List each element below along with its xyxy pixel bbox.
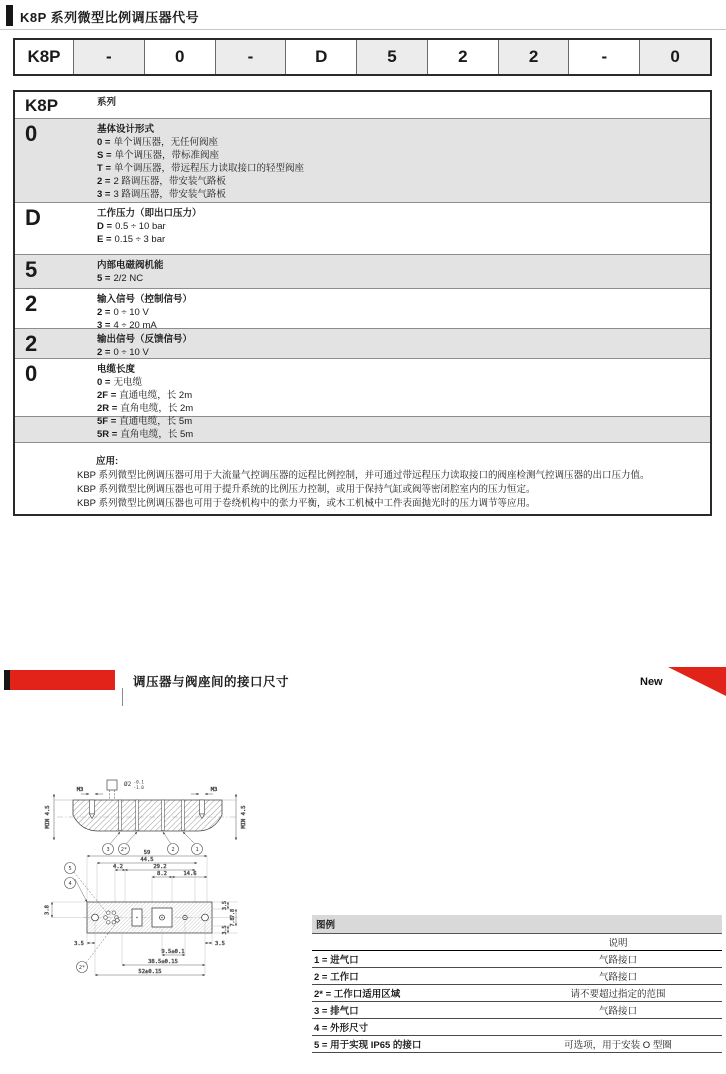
right-dimensions [212, 901, 238, 935]
spec-option: 5 = 2/2 NC [97, 273, 144, 284]
order-code-row [13, 38, 712, 76]
title-divider [0, 29, 726, 30]
dim-right-7-8-b: 7.8 [230, 917, 236, 927]
legend-desc: 可选项，用于安装 O 型圈 [564, 1040, 672, 1051]
callout-3: 3 [106, 847, 110, 853]
section-red-banner [10, 670, 115, 690]
code-cell-output: 2 [498, 40, 569, 74]
code-cell-sep: - [568, 40, 639, 74]
code-cell-valve: 5 [356, 40, 427, 74]
callout-4: 4 [68, 881, 72, 887]
legend-row-2-star [312, 985, 722, 1002]
code-cell-sep: - [73, 40, 144, 74]
legend-desc: 气路接口 [598, 1006, 637, 1017]
spec-option: 3 = 4 ÷ 20 mA [97, 320, 157, 331]
dim-right-3-5-bottom: 3.5 [222, 925, 228, 935]
callout-2: 2 [171, 847, 175, 853]
spec-option: 3 = 3 路调压器，带安装气路板 [97, 189, 226, 200]
plan-view [83, 902, 216, 933]
spec-option: 0 = 单个调压器，无任何阀座 [97, 137, 218, 148]
dim-right-3-5-top: 3.5 [222, 900, 228, 911]
legend-item: 3 = 排气口 [314, 1006, 359, 1017]
section-tick [122, 688, 123, 706]
spec-option: 5F = 直通电缆，长 5m [97, 416, 193, 427]
technical-drawing [40, 765, 270, 1015]
dim-4-2: 4.2 [113, 864, 123, 870]
spec-row-pressure [15, 202, 710, 254]
spec-option: 2 = 2 路调压器，带安装气路板 [97, 176, 226, 187]
dia-value: Ø2 [124, 781, 132, 788]
spec-code: 2 [25, 291, 38, 316]
spec-code: K8P [25, 96, 59, 115]
spec-title: 输入信号（控制信号） [97, 294, 193, 305]
section-callouts [103, 832, 203, 855]
spec-title: 基体设计形式 [97, 124, 155, 135]
legend-row-4 [312, 1019, 722, 1036]
dim-3-8: 3.8 [44, 905, 51, 915]
code-cell-pressure: D [285, 40, 356, 74]
dim-3-5-right: 3.5 [215, 941, 225, 947]
m3-left-label: M3 [76, 787, 84, 793]
min-right-label: MIN 4.5 [241, 805, 247, 829]
spec-code: 2 [25, 331, 38, 356]
spec-option: D = 0.5 ÷ 10 bar [97, 221, 166, 232]
spec-option: 0 = 无电缆 [97, 377, 142, 388]
spec-row-base-design [15, 118, 710, 202]
dia-lower-tol: -1.0 [133, 786, 144, 791]
legend-desc: 请不要超过指定的范围 [570, 989, 666, 1000]
legend-row-1 [312, 951, 722, 968]
legend-item: 5 = 用于实现 IP65 的接口 [314, 1040, 422, 1051]
dia-upper-tol: -0.1 [133, 780, 144, 786]
code-cell-series: K8P [15, 40, 73, 74]
diameter-label [124, 780, 144, 792]
application-line: KBP 系列微型比例调压器也可用于提升系统的比例压力控制，或用于保持气缸或阀等密闭腔室内的压力恒定。 [77, 484, 536, 495]
code-cell-cable: 0 [639, 40, 710, 74]
spec-title: 内部电磁阀机能 [97, 260, 164, 271]
spec-row-solenoid [15, 254, 710, 288]
m3-right-label: M3 [210, 787, 218, 793]
legend-item: 4 = 外形尺寸 [314, 1023, 369, 1034]
legend-column-header-row [312, 934, 722, 951]
spec-row-cable [15, 358, 710, 440]
spec-option: 2 = 0 ÷ 10 V [97, 307, 149, 318]
dim-52: 52±0.15 [138, 969, 162, 975]
callout-2-star: 2* [120, 847, 128, 853]
section-title: 调压器与阀座间的接口尺寸 [133, 675, 290, 689]
spec-row-output-signal [15, 328, 710, 358]
dim-9-5: 9.5±0.1 [161, 949, 185, 955]
spec-option: 2R = 直角电缆，长 2m [97, 403, 194, 414]
spec-row-input-signal [15, 288, 710, 331]
spec-code: 0 [25, 121, 38, 146]
spec-option: 2F = 直通电缆，长 2m [97, 390, 193, 401]
legend-item: 2 = 工作口 [314, 972, 359, 983]
spec-code: 0 [25, 361, 38, 386]
spec-option: S = 单个调压器，带标准阀座 [97, 150, 220, 161]
spec-option: T = 单个调压器，带远程压力读取接口的轻型阀座 [97, 163, 305, 174]
legend-item: 2* = 工作口适用区域 [314, 989, 401, 1000]
min-left-label: MIN 4.5 [45, 805, 51, 829]
application-line: KBP 系列微型比例调压器也可用于卷绕机构中的张力平衡，或木工机械中工件表面抛光时的压力调节等应用。 [77, 498, 536, 509]
legend-desc-header: 说明 [608, 938, 628, 949]
spec-table [13, 90, 712, 516]
legend-header: 图例 [312, 915, 722, 934]
callout-2-star-plan: 2* [78, 965, 86, 971]
legend-item: 1 = 进气口 [314, 955, 359, 966]
spec-code: D [25, 205, 41, 230]
dim-14-6: 14.6 [183, 871, 197, 877]
top-dimensions [87, 850, 207, 902]
spec-option: 5R = 直角电缆，长 5m [97, 429, 194, 440]
spec-title: 电缆长度 [97, 364, 136, 375]
m3-dimensions [77, 787, 218, 794]
spec-title: 系列 [97, 97, 117, 108]
dim-right-7-8-a: 7.8 [230, 908, 236, 919]
callout-5: 5 [68, 866, 72, 872]
legend-row-2 [312, 968, 722, 985]
new-badge: New [640, 676, 663, 688]
application-line: KBP 系列微型比例调压器可用于大流量气控调压器的远程比例控制，并可通过带远程压力读取接口的阀座检测气控调压器的出口压力值。 [77, 470, 650, 481]
spec-code: 5 [25, 257, 38, 282]
dim-29-2: 29.2 [153, 864, 167, 870]
legend-table [312, 915, 722, 1053]
code-cell-input: 2 [427, 40, 498, 74]
legend-desc: 气路接口 [598, 972, 637, 983]
dim-44-5: 44.5 [140, 857, 154, 863]
spec-option: E = 0.15 ÷ 3 bar [97, 234, 166, 245]
code-cell-base: 0 [144, 40, 215, 74]
callout-1: 1 [195, 847, 199, 853]
legend-row-3 [312, 1002, 722, 1019]
dim-59: 59 [143, 850, 151, 856]
spec-title: 输出信号（反馈信号） [97, 334, 193, 345]
title-accent-bar [6, 5, 13, 26]
spec-title: 工作压力（即出口压力） [97, 208, 202, 219]
code-cell-sep: - [215, 40, 286, 74]
dim-3-5-left: 3.5 [74, 941, 84, 947]
dim-38-5: 38.5±0.15 [148, 959, 178, 965]
application-block [15, 442, 710, 514]
new-corner-flag-icon [668, 667, 726, 696]
application-title: 应用: [96, 456, 119, 467]
legend-desc: 气路接口 [598, 955, 637, 966]
dim-8-2: 8.2 [157, 871, 167, 877]
spec-option: 2 = 0 ÷ 10 V [97, 347, 149, 358]
page-title: K8P 系列微型比例调压器代号 [20, 10, 200, 25]
spec-row-series [15, 92, 710, 118]
legend-row-5 [312, 1036, 722, 1053]
